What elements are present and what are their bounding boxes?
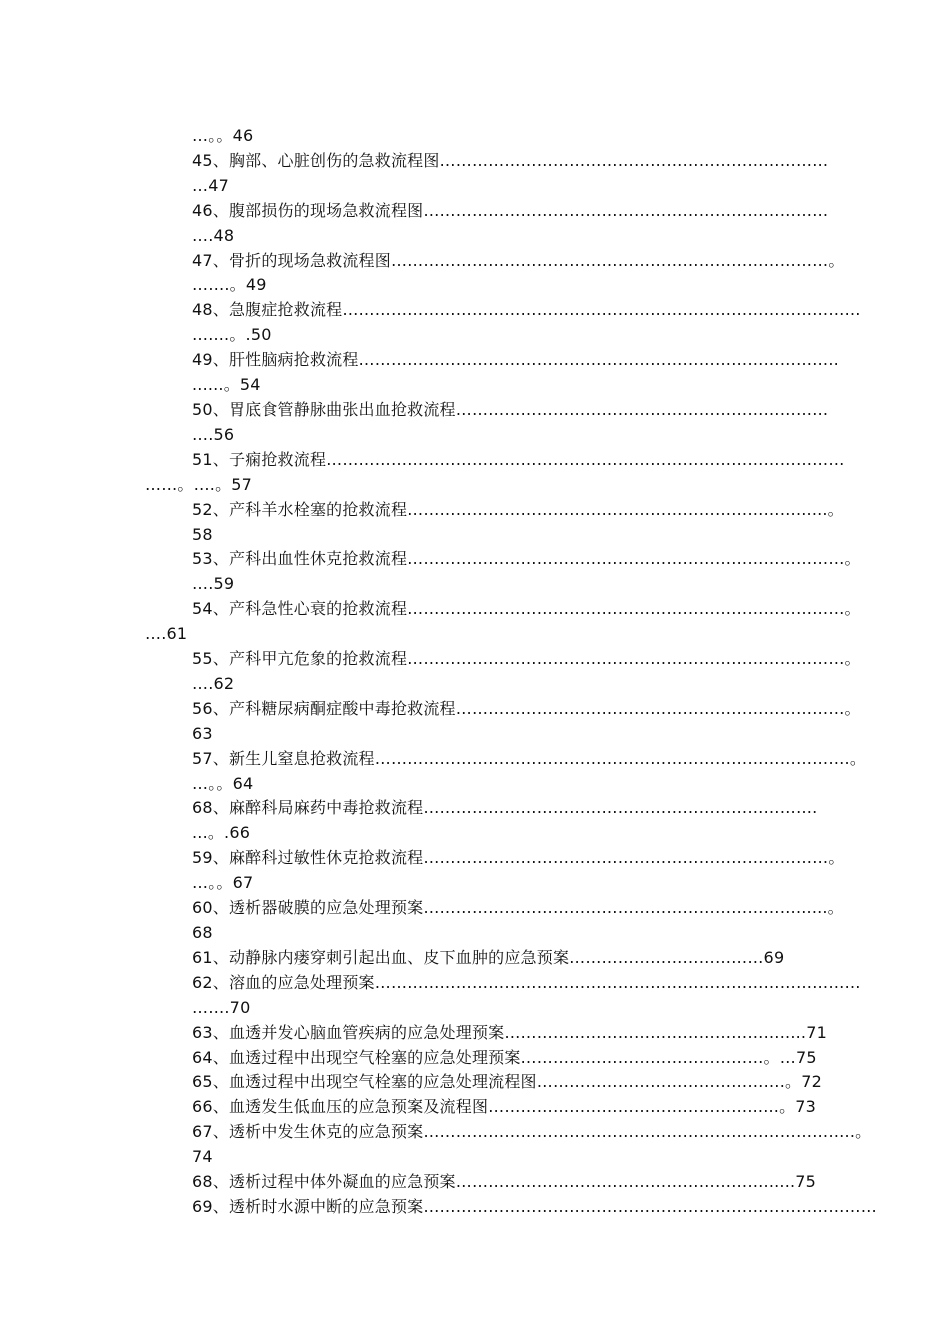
- toc-line: [0, 921, 950, 946]
- toc-line: [0, 124, 950, 149]
- toc-line-text: …。。67: [192, 873, 254, 893]
- toc-line-text: …….70: [192, 997, 251, 1017]
- toc-line: [0, 672, 950, 697]
- toc-line-text: 63、血透并发心脑血管疾病的应急处理预案…………………………………………….....71: [192, 1022, 827, 1042]
- toc-line-text: 61、动静脉内瘘穿刺引起出血、皮下血肿的应急预案………………………………69: [192, 947, 785, 967]
- table-of-contents: [0, 124, 950, 1220]
- toc-line: [0, 772, 950, 797]
- toc-line: [0, 1120, 950, 1145]
- toc-line: [0, 1195, 950, 1220]
- toc-line-text: ...。.66: [192, 823, 251, 843]
- toc-line: [0, 796, 950, 821]
- toc-line-text: …....。.50: [192, 325, 272, 345]
- toc-line: [0, 572, 950, 597]
- toc-line-text: ……。….。57: [145, 474, 253, 494]
- toc-line-text: 52、产科羊水栓塞的抢救流程………………………………………………………………......。: [192, 499, 844, 519]
- toc-line-text: 65、血透过程中出现空气栓塞的应急处理流程图……………………………………….。72: [192, 1072, 823, 1092]
- toc-line: [0, 697, 950, 722]
- toc-line: [0, 722, 950, 747]
- toc-line: [0, 348, 950, 373]
- toc-line: [0, 298, 950, 323]
- toc-line-text: 46、腹部损伤的现场急救流程图…………………………………………………………………: [192, 200, 829, 220]
- toc-line-text: 60、透析器破膜的应急处理预案……………………………………………………………......。: [192, 898, 844, 918]
- toc-line-text: ….61: [145, 624, 188, 644]
- toc-line: [0, 523, 950, 548]
- toc-line: [0, 547, 950, 572]
- toc-line-text: 67、透析中发生休克的应急预案……………………………………………………………………..。: [192, 1122, 872, 1142]
- toc-line-text: 58: [192, 524, 213, 544]
- toc-line-text: 64、血透过程中出现空气栓塞的应急处理预案………………………………………。…75: [192, 1047, 817, 1067]
- toc-line: [0, 821, 950, 846]
- toc-line-text: 57、新生儿窒息抢救流程…………………………………………………………………………….。: [192, 748, 867, 768]
- toc-line: [0, 1070, 950, 1095]
- toc-line: [0, 747, 950, 772]
- toc-line-text: 62、溶血的应急处理预案………………………………………………………………………………: [192, 972, 861, 992]
- toc-line: [0, 1095, 950, 1120]
- toc-line-text: 68: [192, 923, 213, 942]
- toc-line: [0, 946, 950, 971]
- toc-line-text: 68、麻醉科局麻药中毒抢救流程……………………………………………………………….: [192, 798, 818, 818]
- toc-line: [0, 398, 950, 423]
- toc-line: [0, 473, 950, 498]
- toc-line-text: 59、麻醉科过敏性休克抢救流程…………………………………………………………………。: [192, 848, 845, 868]
- toc-line: [0, 149, 950, 174]
- toc-line-text: 63: [192, 723, 213, 743]
- toc-line-text: ......。54: [192, 375, 261, 395]
- toc-line-text: 55、产科甲亢危象的抢救流程………………………………………………………………………。: [192, 649, 861, 669]
- toc-line-text: 50、胃底食管静脉曲张出血抢救流程……………………………………………………………: [192, 399, 829, 419]
- toc-line-text: …….。49: [192, 275, 267, 295]
- toc-line-text: 48、急腹症抢救流程……………………………………………………………………………………: [192, 300, 861, 320]
- toc-line: [0, 373, 950, 398]
- toc-line-text: ….59: [192, 574, 235, 594]
- toc-line-text: 66、血透发生低血压的应急预案及流程图…………………………………………......。73: [192, 1097, 817, 1117]
- toc-line-text: 49、肝性脑病抢救流程……………………………………………………………………………..: [192, 350, 839, 370]
- toc-line: [0, 224, 950, 249]
- toc-line: [0, 448, 950, 473]
- toc-line-text: …。。64: [192, 773, 254, 793]
- toc-line-text: 47、骨折的现场急救流程图………………………………………………………………………。: [192, 250, 845, 270]
- toc-line: [0, 846, 950, 871]
- toc-line-text: ….48: [192, 225, 235, 245]
- toc-line-text: …。。46: [192, 126, 254, 145]
- toc-line-text: 56、产科糖尿病酮症酸中毒抢救流程………………………………………………………………。: [192, 698, 861, 718]
- toc-line: [0, 622, 950, 647]
- toc-line: [0, 174, 950, 199]
- toc-line-text: 53、产科出血性休克抢救流程………………………………………………………………………。: [192, 549, 861, 569]
- toc-line: [0, 647, 950, 672]
- toc-line-text: 45、胸部、心脏创伤的急救流程图………………………………………………………………: [192, 150, 829, 170]
- toc-line-text: 74: [192, 1147, 213, 1167]
- toc-line: [0, 1046, 950, 1071]
- toc-line: [0, 971, 950, 996]
- toc-line: [0, 249, 950, 274]
- toc-line-text: 51、子痫抢救流程……………………………………………………………………………………: [192, 449, 845, 469]
- toc-line-text: 68、透析过程中体外凝血的应急预案…………………………………………………......75: [192, 1172, 817, 1192]
- toc-line: [0, 323, 950, 348]
- toc-line: [0, 199, 950, 224]
- toc-line-text: ….56: [192, 424, 235, 444]
- toc-line-text: …47: [192, 175, 229, 195]
- toc-line-text: 54、产科急性心衰的抢救流程………………………………………………………………………。: [192, 599, 861, 619]
- toc-line: [0, 423, 950, 448]
- toc-line: [0, 896, 950, 921]
- toc-line: [0, 1170, 950, 1195]
- toc-line: [0, 871, 950, 896]
- toc-line: [0, 996, 950, 1021]
- toc-line: [0, 273, 950, 298]
- toc-line: [0, 1021, 950, 1046]
- toc-line: [0, 597, 950, 622]
- toc-line-text: ….62: [192, 673, 235, 693]
- toc-line: [0, 498, 950, 523]
- toc-line-text: 69、透析时水源中断的应急预案…………………………………………………………………………: [192, 1196, 877, 1216]
- toc-line: [0, 1145, 950, 1170]
